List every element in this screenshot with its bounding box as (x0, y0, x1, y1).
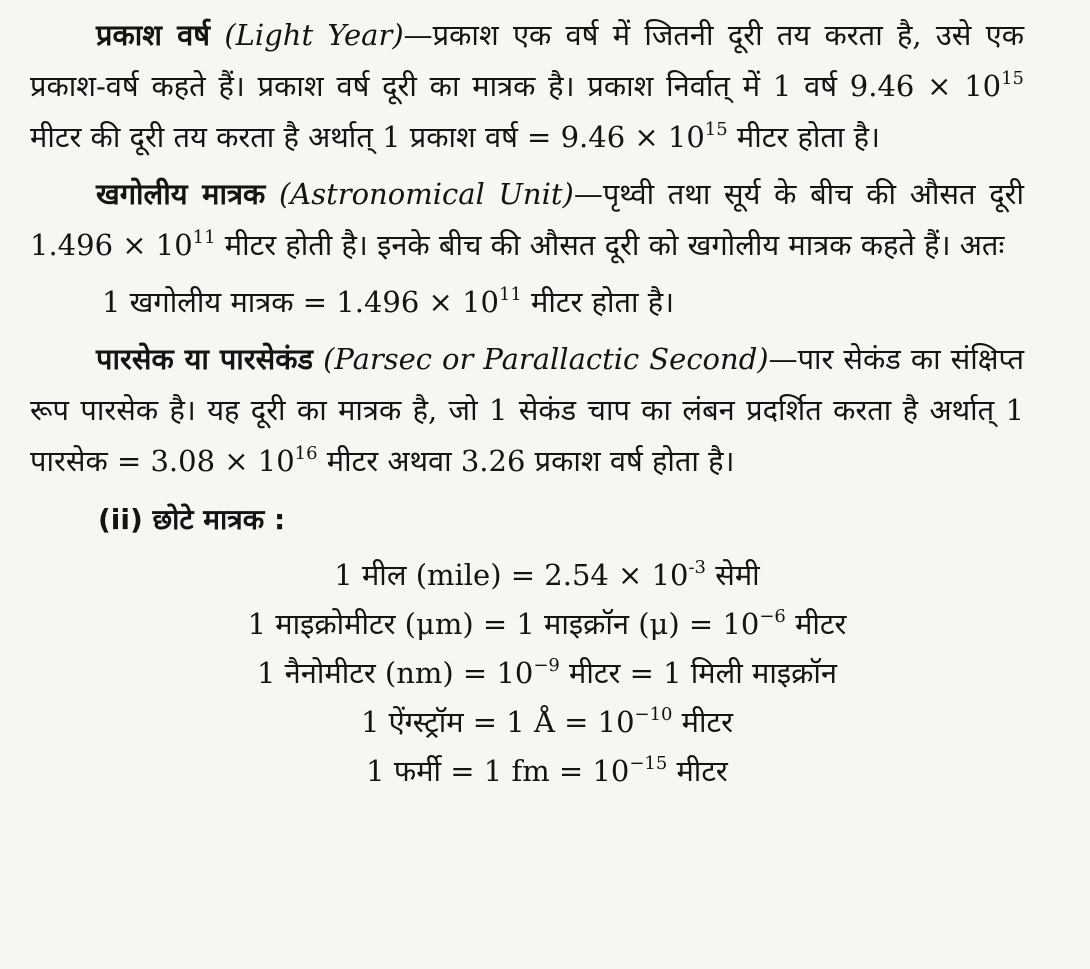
equation-pre: 1 फर्मी = 1 fm = 10 (366, 754, 630, 788)
light-year-paragraph (30, 10, 1024, 163)
equation-exp: −15 (629, 752, 668, 774)
astronomical-unit-term: खगोलीय मात्रक (96, 177, 266, 211)
astronomical-unit-text-2: मीटर होती है। इनके बीच की औसत दूरी को खगोलीय मात्रक कहते हैं। अतः (215, 228, 1005, 262)
light-year-english: (Light Year) (224, 18, 404, 52)
equation-micrometer (30, 600, 1024, 649)
equation-post: मीटर (667, 754, 728, 788)
equation-angstrom (30, 698, 1024, 747)
astronomical-unit-formula (30, 277, 1024, 328)
small-units-heading: (ii) छोटे मात्रक : (98, 503, 286, 536)
light-year-exp-2: 15 (704, 118, 728, 140)
au-formula-exp: 11 (498, 283, 522, 305)
parsec-text-2: मीटर अथवा 3.26 प्रकाश वर्ष होता है। (317, 444, 735, 478)
equation-fermi (30, 747, 1024, 796)
parsec-text-1: —पार सेकंड का संक्षिप्त रूप पारसेक है। यह दूरी का मात्रक है, जो 1 सेकंड चाप का लंबन प्रदर्शित करता है अर्थात् 1 पारसेक = 3.08 × 10 (30, 342, 1024, 478)
light-year-term: प्रकाश वर्ष (96, 18, 211, 52)
equation-post: मीटर (785, 607, 847, 641)
parsec-term: पारसेक या पारसेकंड (96, 342, 314, 376)
light-year-text-3: मीटर होता है। (727, 120, 880, 154)
light-year-text-1: —प्रकाश एक वर्ष में जितनी दूरी तय करता है, उसे एक प्रकाश-वर्ष कहते हैं। प्रकाश वर्ष दूरी का मात्रक है। प्रकाश निर्वात् में 1 वर्ष 9.46 × 10 (30, 18, 1024, 103)
astronomical-unit-english: (Astronomical Unit) (278, 177, 574, 211)
equation-pre: 1 ऐंग्स्ट्रॉम = 1 Å = 10 (360, 705, 635, 739)
astronomical-unit-exp-1: 11 (192, 226, 216, 248)
equation-pre: 1 नैनोमीटर (nm) = 10 (256, 656, 534, 690)
equation-exp: −9 (533, 654, 560, 676)
equation-exp: −6 (759, 605, 786, 627)
astronomical-unit-text-1: —पृथ्वी तथा सूर्य के बीच की औसत दूरी 1.496 × 10 (30, 177, 1024, 262)
equation-mile (30, 551, 1024, 600)
light-year-exp-1: 15 (1001, 67, 1024, 89)
small-units-equations (30, 551, 1024, 796)
au-formula-part-2: मीटर होता है। (521, 285, 675, 319)
equation-pre: 1 मील (mile) = 2.54 × 10 (334, 558, 689, 592)
au-formula-part-1: 1 खगोलीय मात्रक = 1.496 × 10 (102, 285, 499, 319)
equation-pre: 1 माइक्रोमीटर (μm) = 1 माइक्रॉन (μ) = 10 (247, 607, 760, 641)
parsec-exp-1: 16 (294, 442, 318, 464)
equation-nanometer (30, 649, 1024, 698)
equation-post: सेमी (706, 558, 760, 592)
equation-exp: -3 (688, 556, 706, 578)
light-year-text-2: मीटर की दूरी तय करता है अर्थात् 1 प्रकाश वर्ष = 9.46 × 10 (30, 120, 705, 154)
astronomical-unit-paragraph (30, 169, 1024, 271)
parsec-english: (Parsec or Parallactic Second) (323, 342, 769, 376)
equation-post: मीटर = 1 मिली माइक्रॉन (559, 656, 838, 690)
equation-exp: −10 (634, 703, 673, 725)
equation-post: मीटर (672, 705, 734, 739)
parsec-paragraph (30, 334, 1024, 487)
